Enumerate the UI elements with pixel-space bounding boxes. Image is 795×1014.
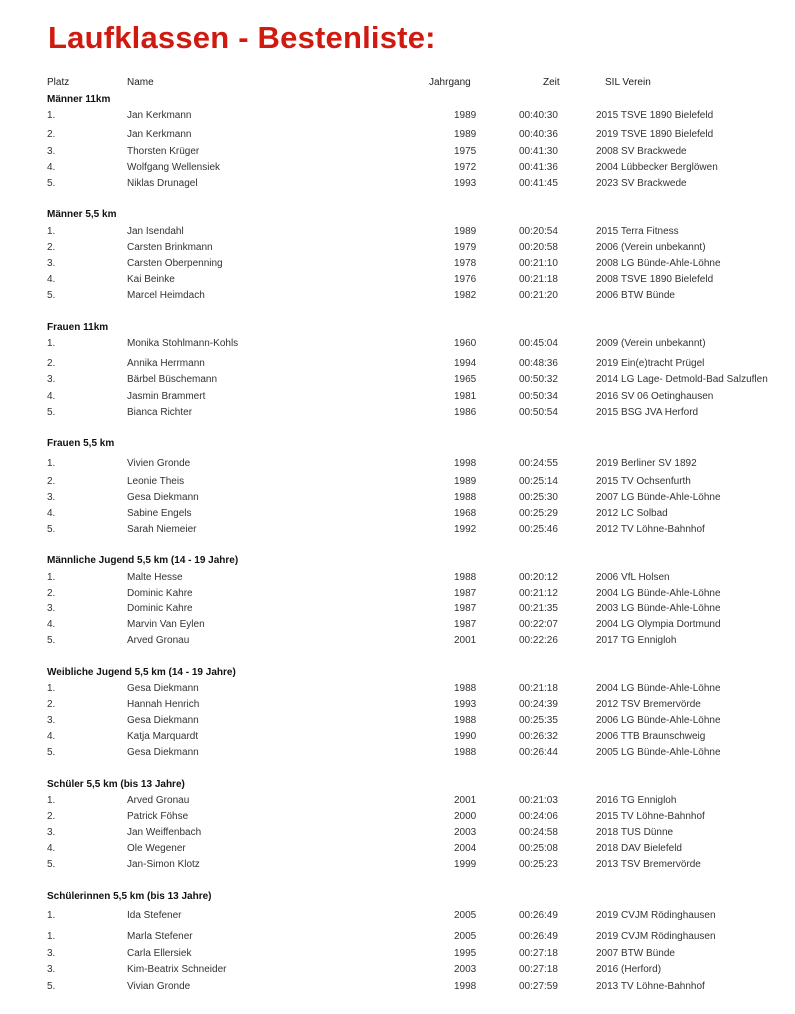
cell-name: Gesa Diekmann: [127, 683, 199, 694]
cell-name: Vivian Gronde: [127, 981, 191, 992]
cell-platz: 1.: [47, 910, 56, 921]
cell-platz: 2.: [47, 811, 56, 822]
cell-name: Jan Kerkmann: [127, 129, 192, 140]
cell-verein: 2013 TSV Bremervörde: [596, 859, 701, 870]
cell-name: Gesa Diekmann: [127, 492, 199, 503]
cell-name: Wolfgang Wellensiek: [127, 162, 221, 173]
cell-zeit: 00:50:54: [519, 407, 558, 418]
cell-zeit: 00:26:49: [519, 931, 558, 942]
cell-jahrgang: 1995: [454, 948, 477, 959]
cell-platz: 1.: [47, 110, 56, 121]
cell-jahrgang: 1988: [454, 715, 477, 726]
cell-platz: 3.: [47, 827, 56, 838]
cell-zeit: 00:50:34: [519, 391, 558, 402]
cell-platz: 2.: [47, 358, 56, 369]
cell-zeit: 00:21:12: [519, 588, 558, 599]
cell-jahrgang: 1988: [454, 747, 477, 758]
cell-verein: 2019 Ein(e)tracht Prügel: [596, 358, 705, 369]
cell-zeit: 00:26:44: [519, 747, 558, 758]
cell-platz: 5.: [47, 178, 56, 189]
section-title: Männer 5,5 km: [47, 209, 117, 220]
cell-platz: 5.: [47, 524, 56, 535]
cell-name: Jasmin Brammert: [127, 391, 206, 402]
cell-jahrgang: 1979: [454, 242, 477, 253]
cell-name: Dominic Kahre: [127, 603, 193, 614]
cell-verein: 2015 TSVE 1890 Bielefeld: [596, 110, 714, 121]
cell-name: Thorsten Krüger: [127, 146, 200, 157]
cell-verein: 2005 LG Bünde-Ahle-Löhne: [596, 747, 721, 758]
cell-verein: 2019 CVJM Rödinghausen: [596, 931, 716, 942]
cell-platz: 1.: [47, 226, 56, 237]
cell-name: Arved Gronau: [127, 635, 190, 646]
cell-zeit: 00:21:35: [519, 603, 558, 614]
cell-name: Sabine Engels: [127, 508, 192, 519]
cell-verein: 2004 Lübbecker Berglöwen: [596, 162, 718, 173]
cell-platz: 3.: [47, 603, 56, 614]
cell-verein: 2015 BSG JVA Herford: [596, 407, 699, 418]
cell-verein: 2003 LG Bünde-Ahle-Löhne: [596, 603, 721, 614]
cell-zeit: 00:21:10: [519, 258, 558, 269]
cell-platz: 4.: [47, 274, 56, 285]
cell-zeit: 00:21:18: [519, 274, 558, 285]
cell-platz: 2.: [47, 588, 56, 599]
cell-zeit: 00:21:20: [519, 290, 558, 301]
cell-zeit: 00:20:58: [519, 242, 558, 253]
cell-verein: 2016 SV 06 Oetinghausen: [596, 391, 714, 402]
cell-zeit: 00:25:29: [519, 508, 558, 519]
cell-verein: 2019 TSVE 1890 Bielefeld: [596, 129, 714, 140]
cell-name: Patrick Föhse: [127, 811, 189, 822]
cell-name: Marla Stefener: [127, 931, 193, 942]
cell-zeit: 00:25:46: [519, 524, 558, 535]
cell-name: Ida Stefener: [127, 910, 182, 921]
cell-platz: 5.: [47, 859, 56, 870]
cell-verein: 2013 TV Löhne-Bahnhof: [596, 981, 705, 992]
cell-name: Jan-Simon Klotz: [127, 859, 200, 870]
cell-name: Vivien Gronde: [127, 458, 191, 469]
cell-name: Gesa Diekmann: [127, 747, 199, 758]
cell-platz: 1.: [47, 458, 56, 469]
cell-platz: 2.: [47, 476, 56, 487]
cell-jahrgang: 1998: [454, 458, 477, 469]
cell-name: Kai Beinke: [127, 274, 175, 285]
cell-zeit: 00:25:14: [519, 476, 558, 487]
cell-platz: 5.: [47, 981, 56, 992]
cell-verein: 2016 (Herford): [596, 964, 662, 975]
cell-verein: 2017 TG Ennigloh: [596, 635, 677, 646]
cell-zeit: 00:48:36: [519, 358, 558, 369]
cell-platz: 3.: [47, 948, 56, 959]
cell-verein: 2008 LG Bünde-Ahle-Löhne: [596, 258, 721, 269]
cell-verein: 2004 LG Bünde-Ahle-Löhne: [596, 683, 721, 694]
cell-jahrgang: 1976: [454, 274, 477, 285]
cell-jahrgang: 1987: [454, 588, 477, 599]
cell-zeit: 00:20:54: [519, 226, 558, 237]
cell-verein: 2008 SV Brackwede: [596, 146, 687, 157]
cell-jahrgang: 1990: [454, 731, 477, 742]
cell-jahrgang: 1994: [454, 358, 477, 369]
cell-verein: 2007 LG Bünde-Ahle-Löhne: [596, 492, 721, 503]
cell-jahrgang: 1993: [454, 178, 477, 189]
cell-jahrgang: 1987: [454, 619, 477, 630]
cell-zeit: 00:50:32: [519, 374, 558, 385]
cell-zeit: 00:41:45: [519, 178, 558, 189]
cell-jahrgang: 1972: [454, 162, 477, 173]
section-title: Schülerinnen 5,5 km (bis 13 Jahre): [47, 891, 212, 902]
cell-platz: 3.: [47, 964, 56, 975]
cell-jahrgang: 1988: [454, 572, 477, 583]
cell-jahrgang: 1993: [454, 699, 477, 710]
cell-zeit: 00:25:23: [519, 859, 558, 870]
cell-zeit: 00:20:12: [519, 572, 558, 583]
cell-platz: 5.: [47, 635, 56, 646]
cell-jahrgang: 1989: [454, 476, 477, 487]
cell-verein: 2015 TV Löhne-Bahnhof: [596, 811, 705, 822]
cell-zeit: 00:21:18: [519, 683, 558, 694]
cell-verein: 2018 DAV Bielefeld: [596, 843, 682, 854]
cell-zeit: 00:25:08: [519, 843, 558, 854]
cell-jahrgang: 1978: [454, 258, 477, 269]
cell-verein: 2023 SV Brackwede: [596, 178, 687, 189]
cell-jahrgang: 1981: [454, 391, 477, 402]
cell-name: Annika Herrmann: [127, 358, 205, 369]
cell-verein: 2014 LG Lage- Detmold-Bad Salzuflen: [596, 374, 768, 385]
cell-zeit: 00:40:30: [519, 110, 558, 121]
cell-platz: 1.: [47, 338, 56, 349]
cell-verein: 2018 TUS Dünne: [596, 827, 674, 838]
header-name: Name: [127, 77, 154, 88]
cell-name: Monika Stohlmann-Kohls: [127, 338, 239, 349]
cell-jahrgang: 1988: [454, 683, 477, 694]
cell-name: Hannah Henrich: [127, 699, 200, 710]
cell-jahrgang: 1992: [454, 524, 477, 535]
cell-jahrgang: 2000: [454, 811, 477, 822]
section-title: Männer 11km: [47, 94, 111, 105]
header-zeit: Zeit: [543, 77, 560, 88]
cell-zeit: 00:24:58: [519, 827, 558, 838]
cell-zeit: 00:27:59: [519, 981, 558, 992]
cell-verein: 2015 TV Ochsenfurth: [596, 476, 691, 487]
cell-platz: 4.: [47, 508, 56, 519]
cell-platz: 3.: [47, 374, 56, 385]
cell-name: Bianca Richter: [127, 407, 193, 418]
cell-zeit: 00:26:32: [519, 731, 558, 742]
cell-platz: 2.: [47, 242, 56, 253]
cell-name: Ole Wegener: [127, 843, 186, 854]
cell-verein: 2019 Berliner SV 1892: [596, 458, 697, 469]
cell-jahrgang: 1987: [454, 603, 477, 614]
cell-name: Carsten Oberpenning: [127, 258, 223, 269]
cell-platz: 1.: [47, 572, 56, 583]
cell-name: Arved Gronau: [127, 795, 190, 806]
cell-platz: 4.: [47, 391, 56, 402]
cell-jahrgang: 1975: [454, 146, 477, 157]
cell-verein: 2007 BTW Bünde: [596, 948, 675, 959]
cell-jahrgang: 1999: [454, 859, 477, 870]
cell-platz: 5.: [47, 290, 56, 301]
cell-verein: 2006 (Verein unbekannt): [596, 242, 706, 253]
cell-zeit: 00:21:03: [519, 795, 558, 806]
cell-zeit: 00:27:18: [519, 948, 558, 959]
section-title: Schüler 5,5 km (bis 13 Jahre): [47, 779, 185, 790]
cell-jahrgang: 1968: [454, 508, 477, 519]
cell-verein: 2006 BTW Bünde: [596, 290, 675, 301]
cell-jahrgang: 1960: [454, 338, 477, 349]
section-title: Frauen 11km: [47, 322, 109, 333]
cell-platz: 1.: [47, 683, 56, 694]
cell-zeit: 00:24:06: [519, 811, 558, 822]
cell-platz: 3.: [47, 715, 56, 726]
cell-jahrgang: 1989: [454, 226, 477, 237]
cell-platz: 4.: [47, 731, 56, 742]
cell-platz: 4.: [47, 619, 56, 630]
cell-jahrgang: 1988: [454, 492, 477, 503]
header-platz: Platz: [47, 77, 70, 88]
cell-zeit: 00:40:36: [519, 129, 558, 140]
cell-platz: 1.: [47, 795, 56, 806]
section-title: Frauen 5,5 km: [47, 438, 115, 449]
cell-verein: 2009 (Verein unbekannt): [596, 338, 706, 349]
cell-verein: 2012 TSV Bremervörde: [596, 699, 701, 710]
cell-platz: 3.: [47, 492, 56, 503]
cell-platz: 3.: [47, 146, 56, 157]
cell-platz: 4.: [47, 162, 56, 173]
page-title: Laufklassen - Bestenliste:: [48, 20, 436, 55]
cell-name: Dominic Kahre: [127, 588, 193, 599]
cell-jahrgang: 2005: [454, 931, 477, 942]
cell-zeit: 00:41:30: [519, 146, 558, 157]
cell-platz: 2.: [47, 699, 56, 710]
cell-jahrgang: 1989: [454, 129, 477, 140]
cell-verein: 2019 CVJM Rödinghausen: [596, 910, 716, 921]
cell-verein: 2015 Terra Fitness: [596, 226, 679, 237]
cell-jahrgang: 2003: [454, 964, 477, 975]
cell-verein: 2006 LG Bünde-Ahle-Löhne: [596, 715, 721, 726]
cell-name: Marvin Van Eylen: [127, 619, 205, 630]
cell-zeit: 00:41:36: [519, 162, 558, 173]
cell-verein: 2006 TTB Braunschweig: [596, 731, 706, 742]
cell-name: Katja Marquardt: [127, 731, 199, 742]
cell-jahrgang: 2004: [454, 843, 477, 854]
cell-jahrgang: 1998: [454, 981, 477, 992]
cell-name: Jan Isendahl: [127, 226, 184, 237]
cell-zeit: 00:25:35: [519, 715, 558, 726]
cell-verein: 2006 VfL Holsen: [596, 572, 670, 583]
cell-platz: 1.: [47, 931, 56, 942]
cell-name: Sarah Niemeier: [127, 524, 197, 535]
cell-zeit: 00:22:26: [519, 635, 558, 646]
cell-zeit: 00:45:04: [519, 338, 558, 349]
cell-jahrgang: 2005: [454, 910, 477, 921]
cell-zeit: 00:27:18: [519, 964, 558, 975]
cell-name: Bärbel Büschemann: [127, 374, 218, 385]
cell-platz: 5.: [47, 407, 56, 418]
cell-name: Carla Ellersiek: [127, 948, 192, 959]
cell-platz: 3.: [47, 258, 56, 269]
cell-name: Niklas Drunagel: [127, 178, 198, 189]
cell-zeit: 00:26:49: [519, 910, 558, 921]
cell-jahrgang: 2003: [454, 827, 477, 838]
cell-verein: 2012 LC Solbad: [596, 508, 668, 519]
cell-jahrgang: 1965: [454, 374, 477, 385]
header-sil-verein: SIL Verein: [605, 77, 651, 88]
section-title: Weibliche Jugend 5,5 km (14 - 19 Jahre): [47, 667, 236, 678]
cell-jahrgang: 1986: [454, 407, 477, 418]
cell-jahrgang: 2001: [454, 635, 477, 646]
cell-platz: 2.: [47, 129, 56, 140]
cell-verein: 2004 LG Olympia Dortmund: [596, 619, 721, 630]
cell-zeit: 00:24:39: [519, 699, 558, 710]
cell-name: Leonie Theis: [127, 476, 185, 487]
cell-jahrgang: 1989: [454, 110, 477, 121]
cell-verein: 2012 TV Löhne-Bahnhof: [596, 524, 705, 535]
cell-verein: 2004 LG Bünde-Ahle-Löhne: [596, 588, 721, 599]
section-title: Männliche Jugend 5,5 km (14 - 19 Jahre): [47, 555, 239, 566]
header-jahrgang: Jahrgang: [429, 77, 471, 88]
cell-name: Marcel Heimdach: [127, 290, 205, 301]
cell-name: Gesa Diekmann: [127, 715, 199, 726]
cell-zeit: 00:24:55: [519, 458, 558, 469]
cell-verein: 2008 TSVE 1890 Bielefeld: [596, 274, 714, 285]
cell-platz: 5.: [47, 747, 56, 758]
cell-name: Carsten Brinkmann: [127, 242, 213, 253]
cell-zeit: 00:25:30: [519, 492, 558, 503]
cell-verein: 2016 TG Ennigloh: [596, 795, 677, 806]
cell-jahrgang: 2001: [454, 795, 477, 806]
cell-name: Kim-Beatrix Schneider: [127, 964, 227, 975]
cell-name: Malte Hesse: [127, 572, 183, 583]
cell-platz: 4.: [47, 843, 56, 854]
cell-jahrgang: 1982: [454, 290, 477, 301]
cell-name: Jan Weiffenbach: [127, 827, 202, 838]
cell-name: Jan Kerkmann: [127, 110, 192, 121]
cell-zeit: 00:22:07: [519, 619, 558, 630]
